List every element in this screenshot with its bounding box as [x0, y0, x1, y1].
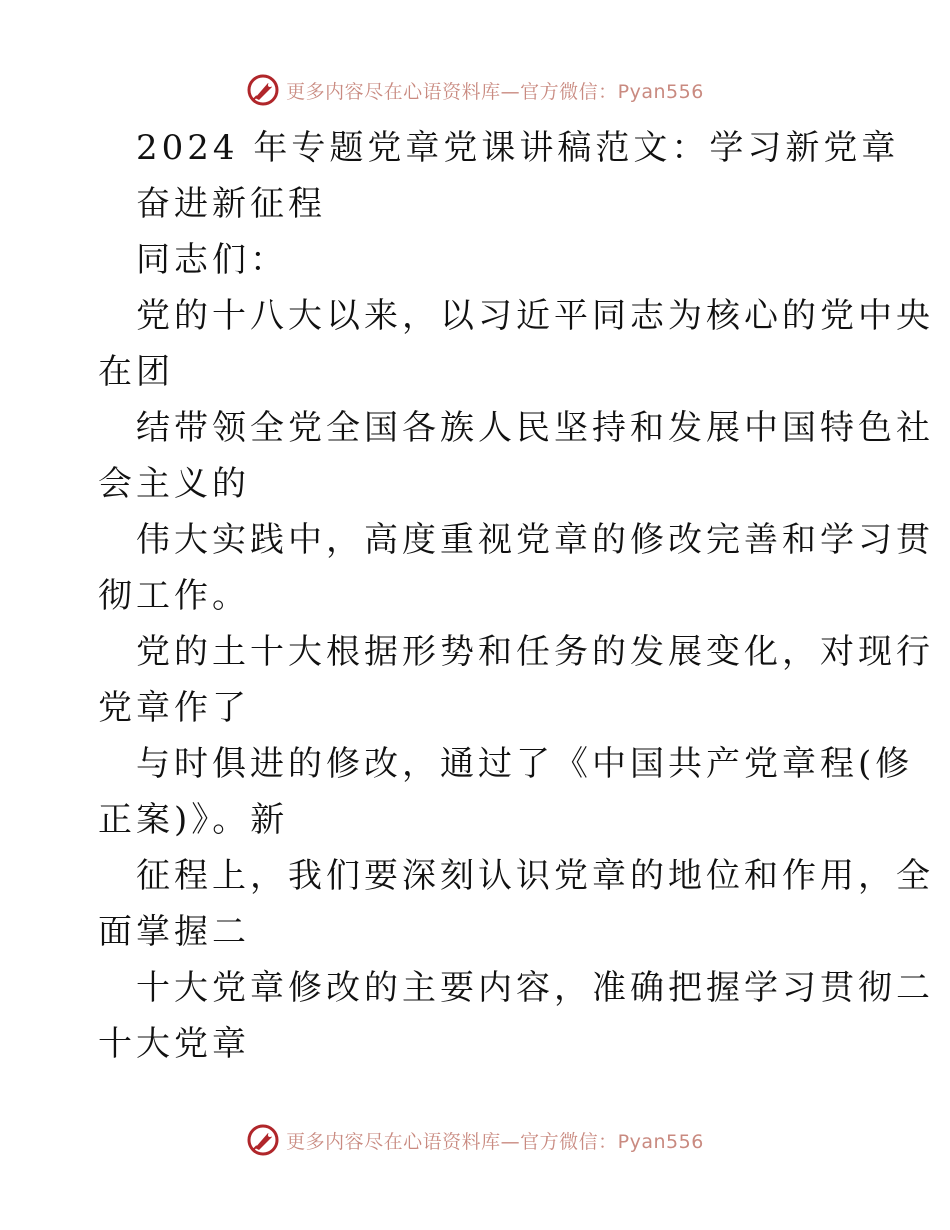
paragraph-line: 彻工作。 [98, 576, 250, 616]
footer-banner-text: 更多内容尽在心语资料库—官方微信：Pyan556 [286, 1130, 704, 1153]
paragraph-line: 征程上，我们要深刻认识党章的地位和作用，全 [136, 856, 934, 896]
footer-banner [0, 1120, 950, 1160]
header-banner [0, 70, 950, 110]
paragraph-line: 十大党章 [98, 1024, 250, 1064]
paragraph-line: 正案)》。新 [98, 800, 289, 840]
title-line-1: 2024 年专题党章党课讲稿范文：学习新党章 [136, 128, 900, 168]
title-line-2: 奋进新征程 [136, 184, 326, 224]
salutation: 同志们： [136, 240, 288, 280]
paragraph-line: 十大党章修改的主要内容，准确把握学习贯彻二 [136, 968, 934, 1008]
paragraph-line: 伟大实践中，高度重视党章的修改完善和学习贯 [136, 520, 934, 560]
paragraph-line: 会主义的 [98, 464, 250, 504]
paragraph-line: 党章作了 [98, 688, 250, 728]
paragraph-line: 结带领全党全国各族人民坚持和发展中国特色社 [136, 408, 934, 448]
paragraph-line: 面掌握二 [98, 912, 250, 952]
pen-nib-logo-icon [246, 1123, 280, 1157]
paragraph-line: 党的十八大以来，以习近平同志为核心的党中央 [136, 296, 934, 336]
pen-nib-logo-icon [246, 73, 280, 107]
header-banner-text: 更多内容尽在心语资料库—官方微信：Pyan556 [286, 80, 704, 103]
document-body [98, 120, 934, 1072]
paragraph-line: 与时俱进的修改，通过了《中国共产党章程(修 [136, 744, 914, 784]
paragraph-line: 在团 [98, 352, 174, 392]
paragraph-line: 党的土十大根据形势和任务的发展变化，对现行 [136, 632, 934, 672]
